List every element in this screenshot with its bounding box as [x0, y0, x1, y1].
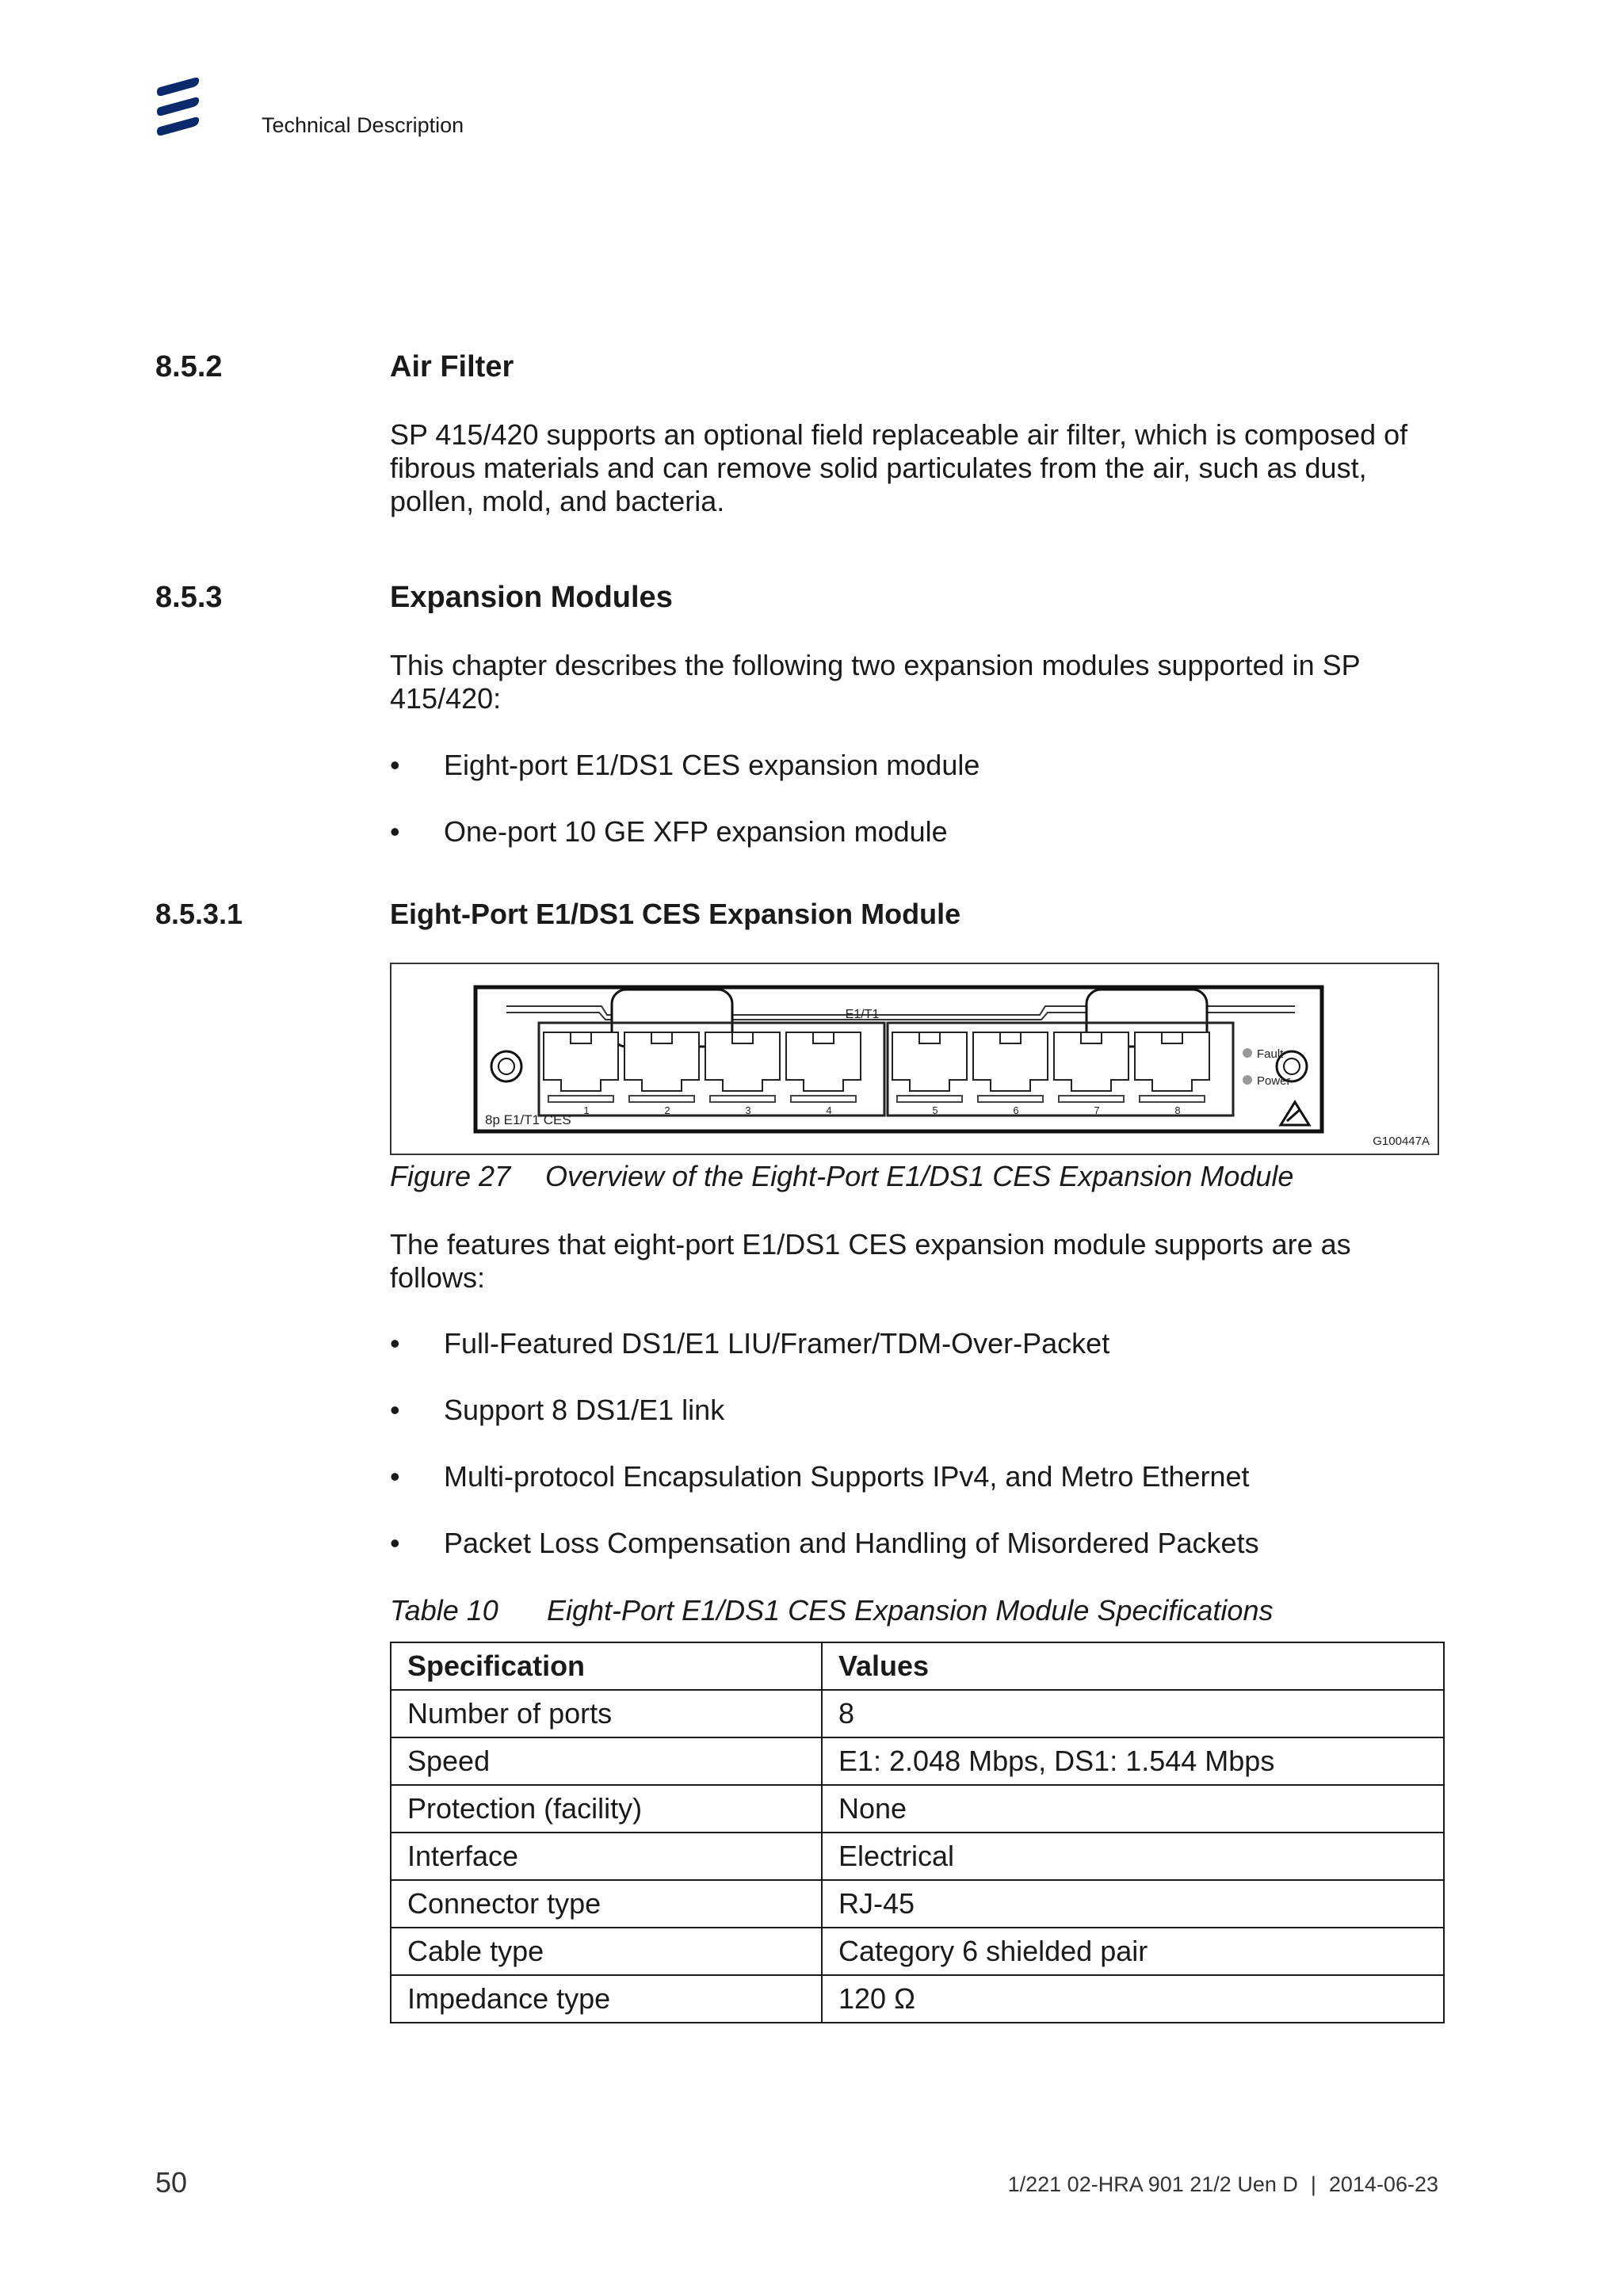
table-row: [391, 1833, 1444, 1880]
rj45-port-icon: [786, 1032, 861, 1102]
doc-id: 1/221 02-HRA 901 21/2 Uen D: [1007, 2172, 1298, 2196]
rj45-port-icon: [1135, 1032, 1209, 1102]
section-paragraph: This chapter describes the following two expansion modules supported in SP 415/420:: [390, 649, 1361, 715]
module-figure: [390, 963, 1439, 1155]
table-cell: Speed: [391, 1737, 822, 1785]
rj45-port-icon: [705, 1032, 780, 1102]
table-caption: [390, 1594, 1273, 1627]
section-paragraph: SP 415/420 supports an optional field replaceable air filter, which is composed of fibrous materials and can remove solid particulates from the air, such as dust, pollen, mold, and bacteria.: [390, 418, 1408, 517]
figure-caption-text: Overview of the Eight-Port E1/DS1 CES Expansion Module: [545, 1160, 1294, 1192]
section-title: Expansion Modules: [390, 581, 673, 614]
rj45-port-icon: [892, 1032, 967, 1102]
section-title: Air Filter: [390, 350, 514, 383]
port-number: 4: [826, 1104, 832, 1116]
fault-label: Fault: [1257, 1047, 1284, 1061]
table-cell: 120 Ω: [822, 1975, 1444, 2023]
rj45-port-icon: [973, 1032, 1048, 1102]
power-led-icon: [1243, 1075, 1252, 1085]
table-cell: RJ-45: [822, 1880, 1444, 1928]
table-header-row: [391, 1642, 1444, 1690]
panel-label: E1/T1: [845, 1008, 880, 1021]
page-number: 50: [155, 2166, 188, 2199]
table-row: [391, 1785, 1444, 1833]
section-paragraph: The features that eight-port E1/DS1 CES expansion module supports are as follows:: [390, 1228, 1351, 1294]
port-number: 2: [664, 1104, 670, 1116]
left-screw-icon: [491, 1051, 521, 1081]
subsection-number: 8.5.3.1: [155, 898, 243, 930]
figure-caption: [390, 1160, 1293, 1193]
esd-warning-icon: [1281, 1102, 1309, 1125]
table-cell: Cable type: [391, 1928, 822, 1975]
table-row: [391, 1880, 1444, 1928]
port-number: 1: [583, 1104, 590, 1116]
table-cell: Category 6 shielded pair: [822, 1928, 1444, 1975]
rj45-port-icon: [1054, 1032, 1128, 1102]
figure-id: G100447A: [1373, 1135, 1430, 1148]
rj45-port-icon: [544, 1032, 618, 1102]
table-cell: Impedance type: [391, 1975, 822, 2023]
port-number: 3: [745, 1104, 751, 1116]
spec-table: [390, 1642, 1445, 2023]
table-header-cell: Specification: [391, 1642, 822, 1690]
footer-doc-info: [1008, 2172, 1438, 2197]
section-number: 8.5.3: [155, 581, 223, 614]
table-cell: Connector type: [391, 1880, 822, 1928]
port-number: 7: [1094, 1104, 1100, 1116]
table-cell: E1: 2.048 Mbps, DS1: 1.544 Mbps: [822, 1737, 1444, 1785]
table-cell: Interface: [391, 1833, 822, 1880]
table-row: [391, 1737, 1444, 1785]
section-number: 8.5.2: [155, 350, 223, 383]
fault-led-icon: [1243, 1048, 1252, 1058]
table-row: [391, 1975, 1444, 2023]
table-cell: None: [822, 1785, 1444, 1833]
port-number: 8: [1174, 1104, 1181, 1116]
table-caption-text: Eight-Port E1/DS1 CES Expansion Module Specifications: [547, 1594, 1274, 1627]
table-cell: Protection (facility): [391, 1785, 822, 1833]
header-label: Technical Description: [262, 113, 464, 137]
ericsson-logo-icon: [155, 76, 201, 136]
table-header-cell: Values: [822, 1642, 1444, 1690]
module-label: 8p E1/T1 CES: [485, 1112, 571, 1127]
subsection-title: Eight-Port E1/DS1 CES Expansion Module: [390, 898, 961, 930]
table-cell: Number of ports: [391, 1690, 822, 1737]
table-label: Table 10: [390, 1594, 498, 1627]
rj45-port-icon: [624, 1032, 699, 1102]
table-cell: 8: [822, 1690, 1444, 1737]
figure-label: Figure 27: [390, 1160, 511, 1192]
table-row: [391, 1690, 1444, 1737]
footer-separator: |: [1310, 2172, 1316, 2196]
power-label: Power: [1257, 1074, 1291, 1088]
port-number: 6: [1013, 1104, 1019, 1116]
doc-date: 2014-06-23: [1328, 2172, 1438, 2196]
table-cell: Electrical: [822, 1833, 1444, 1880]
table-row: [391, 1928, 1444, 1975]
port-number: 5: [932, 1104, 938, 1116]
rj45-ports: [544, 1032, 1209, 1102]
